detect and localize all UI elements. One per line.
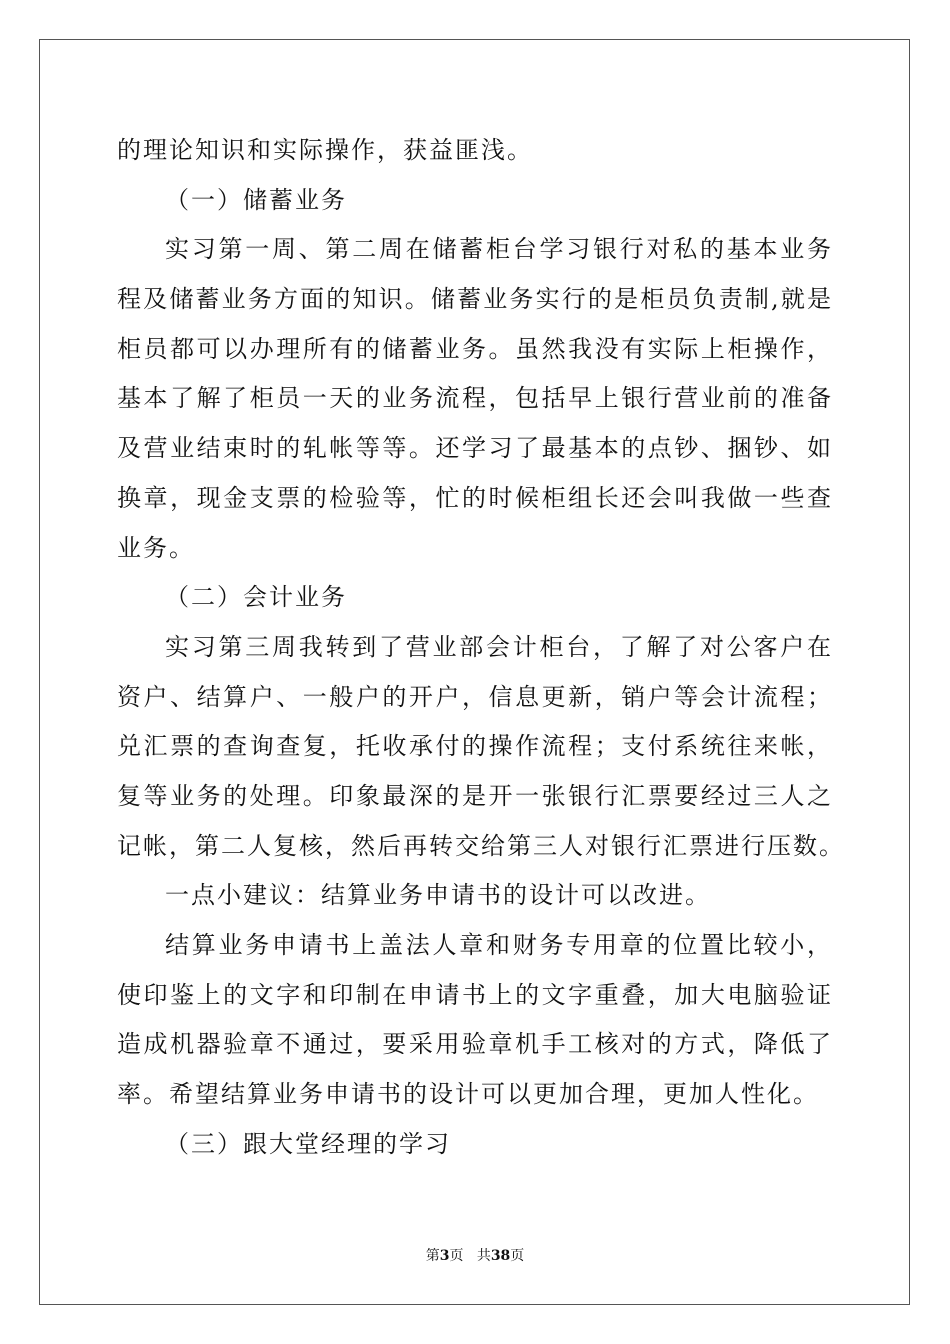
paragraph-line: 的理论知识和实际操作，获益匪浅。 bbox=[117, 136, 533, 164]
section-heading-lobby-manager: （三）跟大堂经理的学习 bbox=[165, 1129, 451, 1158]
paragraph-line: 记帐，第二人复核，然后再转交给第三人对银行汇票进行压数。 bbox=[117, 831, 845, 860]
paragraph-line: 业务。 bbox=[117, 533, 195, 562]
page-prefix: 第 bbox=[425, 1248, 440, 1264]
document-body bbox=[117, 126, 845, 1169]
paragraph-line: 基本了解了柜员一天的业务流程，包括早上银行营业前的准备 bbox=[117, 384, 833, 413]
paragraph-line: 兑汇票的查询查复，托收承付的操作流程；支付系统往来帐， bbox=[117, 732, 833, 761]
total-prefix: 共 bbox=[476, 1248, 491, 1264]
paragraph-line: 一点小建议：结算业务申请书的设计可以改进。 bbox=[165, 881, 711, 910]
paragraph-line: 复等业务的处理。印象最深的是开一张银行汇票要经过三人之 bbox=[117, 781, 833, 810]
paragraph-line: 柜员都可以办理所有的储蓄业务。虽然我没有实际上柜操作， bbox=[117, 334, 833, 363]
section-heading-accounting: （二）会计业务 bbox=[165, 583, 347, 612]
paragraph-line: 率。希望结算业务申请书的设计可以更加合理，更加人性化。 bbox=[117, 1080, 819, 1109]
paragraph-line: 实习第三周我转到了营业部会计柜台，了解了对公客户在 bbox=[165, 632, 833, 661]
paragraph-line: 换章，现金支票的检验等，忙的时候柜组长还会叫我做一些查 bbox=[117, 483, 833, 512]
paragraph-line: 实习第一周、第二周在储蓄柜台学习银行对私的基本业务 bbox=[165, 235, 833, 264]
paragraph-line: 程及储蓄业务方面的知识。储蓄业务实行的是柜员负责制,就是 bbox=[117, 285, 833, 314]
page-footer bbox=[0, 1245, 950, 1265]
section-heading-savings: （一）储蓄业务 bbox=[165, 185, 347, 214]
total-suffix: 页 bbox=[510, 1248, 525, 1264]
paragraph-line: 结算业务申请书上盖法人章和财务专用章的位置比较小， bbox=[165, 931, 833, 959]
total-pages: 38 bbox=[490, 1248, 511, 1264]
paragraph-line: 资户、结算户、一般户的开户，信息更新，销户等会计流程； bbox=[117, 682, 833, 711]
paragraph-line: 使印鉴上的文字和印制在申请书上的文字重叠，加大电脑验证 bbox=[117, 980, 833, 1009]
paragraph-line: 及营业结束时的轧帐等等。还学习了最基本的点钞、捆钞、如 bbox=[117, 434, 833, 463]
page-suffix: 页 bbox=[449, 1248, 464, 1264]
paragraph-line: 造成机器验章不通过，要采用验章机手工核对的方式，降低了 bbox=[117, 1030, 833, 1059]
page-number: 3 bbox=[439, 1248, 450, 1264]
